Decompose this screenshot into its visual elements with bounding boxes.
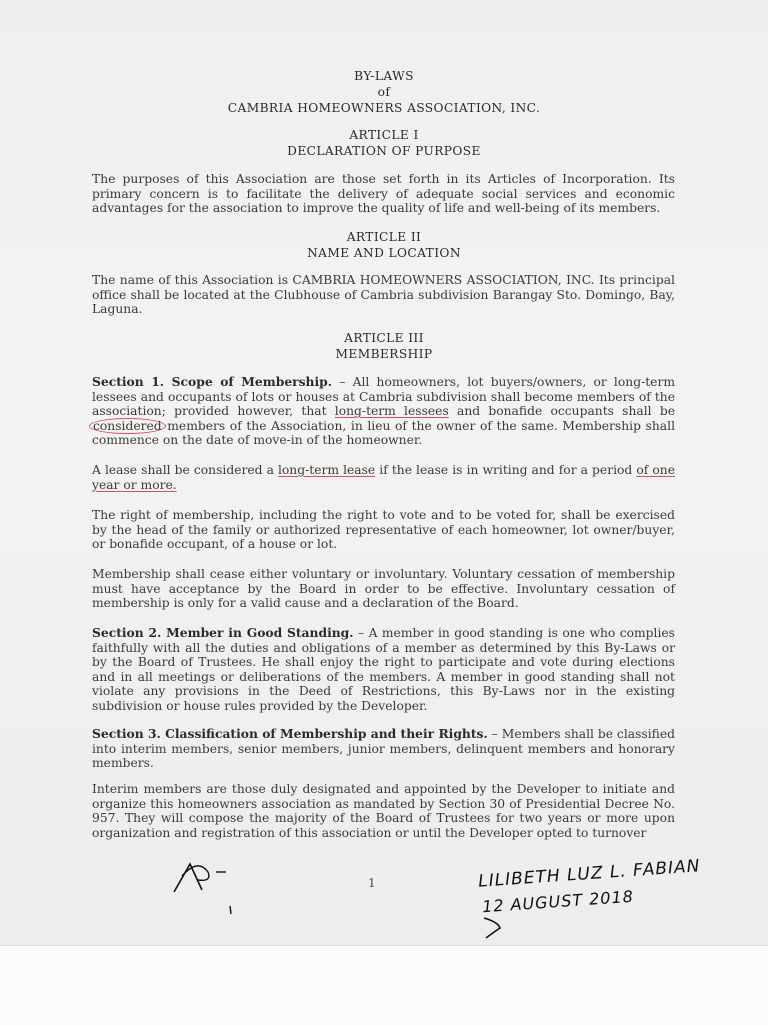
section-2-heading: Section 2. Member in Good Standing. xyxy=(92,625,354,640)
pen-underline: long-term lease xyxy=(277,463,376,477)
pen-circle: considered xyxy=(89,418,166,434)
article-3-heading xyxy=(0,330,768,362)
article-1-text: The purposes of this Association are those set forth in its Articles of Incorporation. Its primary concern is to facilitate the delivery of adequate social services and economic advantages for the association to improve the quality of life and well-being of its members. xyxy=(92,172,675,216)
article-number: ARTICLE III xyxy=(344,331,424,345)
header-association-name: CAMBRIA HOMEOWNERS ASSOCIATION, INC. xyxy=(227,101,541,115)
article-title: MEMBERSHIP xyxy=(335,347,433,361)
pen-underline: long-term lessees xyxy=(334,404,449,419)
header-of: of xyxy=(377,85,391,99)
article-number: ARTICLE I xyxy=(349,128,419,142)
document-header xyxy=(0,68,768,116)
initials-mark xyxy=(168,850,248,920)
long-term-lease-text: A lease shall be considered a long-term lease if the lease is in writing and for a period of one year or more. xyxy=(92,463,676,492)
article-title: NAME AND LOCATION xyxy=(307,246,461,260)
article-number: ARTICLE II xyxy=(346,230,422,244)
pen-stroke-mark xyxy=(480,912,510,942)
article-2-text: The name of this Association is CAMBRIA HOMEOWNERS ASSOCIATION, INC. Its principal office shall be located at the Clubhouse of Cambria subdivision Barangay Sto. Domingo, Bay, Laguna. xyxy=(92,273,675,317)
interim-members-text: Interim members are those duly designated and appointed by the Developer to initiate and organize this homeowners association as mandated by Section 30 of Presidential Decree No. 957. They will compose the majority of the Board of Trustees for two years or more upon organization and registration of this association or until the Developer opted to turnover xyxy=(92,782,675,840)
membership-cessation-text: Membership shall cease either voluntary or involuntary. Voluntary cessation of membership must have acceptance by the Board in order to be effective. Involuntary cessation of membership is only for a valid cause and a declaration of the Board. xyxy=(92,567,675,611)
article-title: DECLARATION OF PURPOSE xyxy=(287,144,481,158)
handwritten-date: 12 AUGUST 2018 xyxy=(481,886,635,917)
page-number: 1 xyxy=(368,876,376,890)
section-1-text: Section 1. Scope of Membership. – All homeowners, lot buyers/owners, or long-term lessees and occupants of lots or houses at Cambria subdivision shall become members of the association; provided however, that long-term lessees and bonafide occupants shall be considered members of the Association, in lieu of the owner of the same. Membership shall commence on the date of move-in of the homeowner. xyxy=(92,375,675,448)
section-3-heading: Section 3. Classification of Membership and their Rights. xyxy=(92,726,488,741)
handwritten-name: LILIBETH LUZ L. FABIAN xyxy=(477,856,702,892)
section-2-text: Section 2. Member in Good Standing. – A member in good standing is one who complies faithfully with all the duties and obligations of a member as determined by this By-Laws or by the Board of Trustees. He shall enjoy the right to participate and vote during elections and in all meetings or deliberations of the members. A member in good standing shall not violate any provisions in the Deed of Restrictions, this By-Laws nor in the existing subdivision or house rules provided by the Developer. xyxy=(92,625,675,713)
article-1-heading xyxy=(0,127,768,159)
pen-underline: of one year or more. xyxy=(92,463,676,492)
section-1-heading: Section 1. Scope of Membership. xyxy=(92,374,333,389)
section-3-text: Section 3. Classification of Membership and their Rights. – Members shall be classified into interim members, senior members, junior members, delinquent members and honorary members. xyxy=(92,726,675,771)
right-of-membership-text: The right of membership, including the right to vote and to be voted for, shall be exercised by the head of the family or authorized representative of each homeowner, lot owner/buyer, or bonafide occupant, of a house or lot. xyxy=(92,508,675,552)
article-2-heading xyxy=(0,229,768,261)
scanner-bed-margin xyxy=(0,945,768,1025)
header-title: BY-LAWS xyxy=(354,69,414,83)
